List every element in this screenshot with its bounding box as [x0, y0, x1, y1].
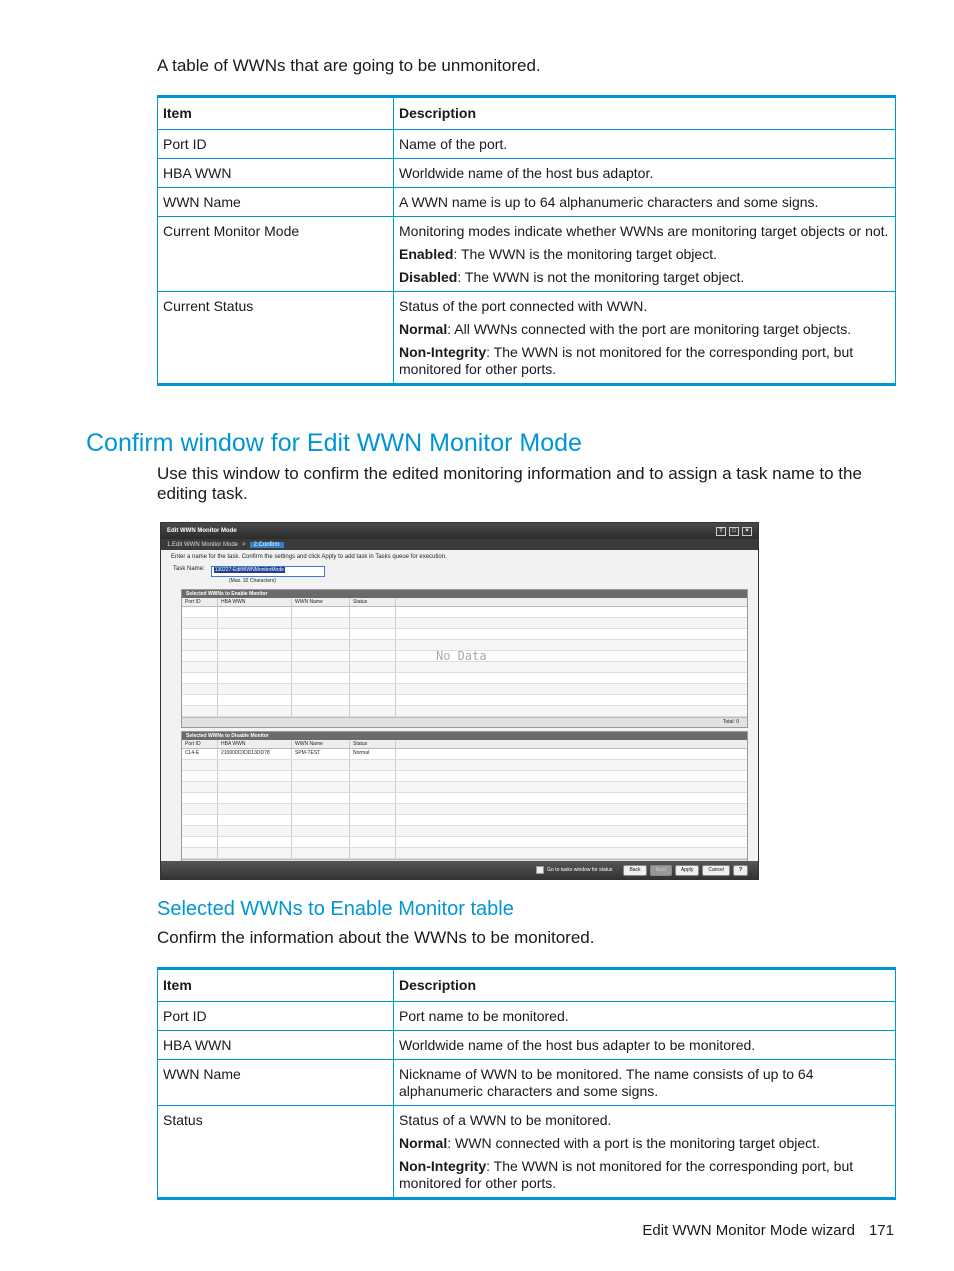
description-cell — [394, 292, 896, 385]
subsection-text: Confirm the information about the WWNs to be monitored. — [157, 928, 595, 947]
description-cell — [394, 130, 896, 159]
col-wwn-name[interactable]: WWN Name — [292, 598, 350, 606]
grid-row — [182, 804, 747, 815]
grid-cell — [218, 815, 292, 825]
grid-cell — [292, 782, 350, 792]
grid-cell — [350, 662, 396, 672]
grid-cell — [396, 749, 747, 759]
goto-tasks-label: Go to tasks window for status — [547, 867, 613, 873]
grid-cell — [350, 771, 396, 781]
window-title: Edit WWN Monitor Mode — [167, 528, 237, 534]
grid-cell — [182, 629, 218, 639]
grid-row — [182, 771, 747, 782]
grid-cell — [292, 826, 350, 836]
term-text: : The WWN is not the monitoring target object. — [457, 269, 745, 285]
grid-row — [182, 607, 747, 618]
term-definition — [399, 269, 890, 286]
grid-cell — [218, 782, 292, 792]
grid-cell — [218, 618, 292, 628]
grid-cell — [292, 771, 350, 781]
grid-cell — [182, 826, 218, 836]
grid-cell — [218, 684, 292, 694]
description-text: Status of a WWN to be monitored. — [399, 1112, 612, 1128]
col-wwn-name[interactable]: WWN Name — [292, 740, 350, 748]
header-description: Description — [394, 97, 896, 130]
grid-cell — [350, 607, 396, 617]
grid-cell — [182, 695, 218, 705]
grid-row — [182, 815, 747, 826]
no-data-text: No Data — [436, 649, 487, 663]
grid-cell — [292, 640, 350, 650]
grid-cell — [292, 673, 350, 683]
grid-cell — [396, 684, 747, 694]
grid-cell — [350, 760, 396, 770]
grid-cell — [396, 607, 747, 617]
subsection-heading: Selected WWNs to Enable Monitor table — [157, 898, 514, 920]
grid-cell — [182, 793, 218, 803]
grid-cell — [182, 640, 218, 650]
grid-cell: CL4-E — [182, 749, 218, 759]
wizard-steps — [161, 539, 758, 550]
task-name-label: Task Name: — [173, 566, 205, 572]
table-row — [158, 130, 896, 159]
apply-button[interactable]: Apply — [675, 865, 700, 876]
task-name-input[interactable] — [211, 566, 325, 577]
grid-row — [182, 826, 747, 837]
grid-row — [182, 684, 747, 695]
term-name: Enabled — [399, 246, 454, 262]
grid-row — [182, 793, 747, 804]
item-cell: WWN Name — [158, 188, 394, 217]
grid-cell — [350, 684, 396, 694]
grid-cell — [350, 695, 396, 705]
grid-cell — [218, 673, 292, 683]
grid-cell — [396, 793, 747, 803]
item-cell: Current Monitor Mode — [158, 217, 394, 292]
grid-cell — [182, 662, 218, 672]
grid-cell — [218, 826, 292, 836]
col-hba-wwn[interactable]: HBA WWN — [218, 740, 292, 748]
description-text: Nickname of WWN to be monitored. The name consists of up to 64 alphanumeric characters and some signs. — [399, 1066, 814, 1099]
grid-cell — [292, 848, 350, 858]
grid-row — [182, 706, 747, 717]
item-cell: Port ID — [158, 130, 394, 159]
grid-cell — [396, 618, 747, 628]
close-icon[interactable]: × — [742, 527, 752, 536]
grid-cell — [292, 629, 350, 639]
grid-cell: SPM-TEST — [292, 749, 350, 759]
grid-cell — [350, 673, 396, 683]
description-text: Worldwide name of the host bus adaptor. — [399, 165, 654, 181]
maximize-icon[interactable]: □ — [729, 527, 739, 536]
intro-text: A table of WWNs that are going to be unmonitored. — [157, 56, 541, 75]
term-text: : The WWN is the monitoring target object. — [453, 246, 717, 262]
description-text: Port name to be monitored. — [399, 1008, 569, 1024]
grid-cell — [218, 706, 292, 716]
table-row — [158, 188, 896, 217]
grid-cell — [396, 673, 747, 683]
grid-cell — [396, 826, 747, 836]
grid-cell — [218, 804, 292, 814]
table-row — [158, 292, 896, 385]
term-definition — [399, 344, 890, 378]
description-text: A WWN name is up to 64 alphanumeric characters and some signs. — [399, 194, 819, 210]
grid-cell — [350, 815, 396, 825]
pin-icon[interactable]: ⊤ — [716, 527, 726, 536]
grid-cell — [292, 760, 350, 770]
grid-cell — [218, 629, 292, 639]
description-cell — [394, 217, 896, 292]
grid-cell — [182, 684, 218, 694]
description-cell — [394, 1002, 896, 1031]
description-cell — [394, 1060, 896, 1106]
description-text: Name of the port. — [399, 136, 508, 152]
grid-cell — [218, 771, 292, 781]
term-definition — [399, 1135, 890, 1152]
grid-row — [182, 662, 747, 673]
grid-cell — [218, 793, 292, 803]
grid-row — [182, 782, 747, 793]
term-name: Normal — [399, 321, 448, 337]
grid-cell — [350, 651, 396, 661]
window-titlebar — [161, 523, 758, 539]
grid-row — [182, 618, 747, 629]
col-status[interactable]: Status — [350, 598, 396, 606]
table-row — [158, 1060, 896, 1106]
grid-cell — [218, 837, 292, 847]
grid-cell — [218, 695, 292, 705]
grid-cell — [182, 607, 218, 617]
grid-cell — [292, 651, 350, 661]
footer-title: Edit WWN Monitor Mode wizard — [642, 1222, 855, 1239]
grid-cell — [396, 771, 747, 781]
term-definition — [399, 1158, 890, 1192]
grid-cell — [218, 848, 292, 858]
grid-cell — [350, 618, 396, 628]
term-text: : The WWN is not monitored for the corresponding port, but monitored for other ports. — [399, 1158, 854, 1191]
term-text: : WWN connected with a port is the monitoring target object. — [447, 1135, 820, 1151]
item-cell: WWN Name — [158, 1060, 394, 1106]
grid-cell — [182, 760, 218, 770]
grid-row — [182, 629, 747, 640]
back-button[interactable]: Back — [623, 865, 646, 876]
term-definition — [399, 246, 890, 263]
item-cell: HBA WWN — [158, 159, 394, 188]
grid-cell — [292, 684, 350, 694]
enable-grid-total: Total: 0 — [182, 717, 747, 727]
grid-row — [182, 673, 747, 684]
term-definition — [399, 321, 890, 338]
grid-cell — [396, 662, 747, 672]
description-cell — [394, 159, 896, 188]
table-header-row — [158, 97, 896, 130]
page-footer — [642, 1222, 894, 1239]
instruction-text: Enter a name for the task. Confirm the settings and click Apply to add task in Tasks queue for execution. — [171, 554, 447, 560]
grid-cell — [218, 607, 292, 617]
description-text: Worldwide name of the host bus adapter to be monitored. — [399, 1037, 756, 1053]
task-name-value: 130227-EditWWNMonitorMode — [214, 567, 284, 573]
edit-wwn-confirm-window — [160, 522, 759, 880]
grid-cell — [182, 618, 218, 628]
table-row — [158, 1031, 896, 1060]
disable-monitor-grid — [181, 731, 748, 870]
item-cell: Status — [158, 1106, 394, 1199]
description-cell — [394, 1031, 896, 1060]
grid-cell: 210000C0DD13DD78 — [218, 749, 292, 759]
grid-row — [182, 848, 747, 859]
description-text: Status of the port connected with WWN. — [399, 298, 648, 314]
grid-cell — [350, 629, 396, 639]
grid-cell — [292, 793, 350, 803]
grid-cell — [182, 651, 218, 661]
task-name-hint: (Max. 32 Characters) — [229, 578, 276, 584]
col-port-id[interactable]: Port ID — [182, 598, 218, 606]
step-separator: > — [242, 541, 246, 548]
description-cell — [394, 1106, 896, 1199]
grid-cell — [396, 706, 747, 716]
grid-row — [182, 695, 747, 706]
grid-cell — [396, 815, 747, 825]
grid-cell — [350, 826, 396, 836]
grid-cell — [350, 640, 396, 650]
description-cell — [394, 188, 896, 217]
grid-cell — [350, 793, 396, 803]
grid-cell — [182, 706, 218, 716]
item-cell: Current Status — [158, 292, 394, 385]
table-row — [158, 1106, 896, 1199]
step-confirm: 2.Confirm — [250, 542, 284, 548]
section-heading: Confirm window for Edit WWN Monitor Mode — [86, 429, 582, 457]
item-cell: HBA WWN — [158, 1031, 394, 1060]
description-text: Monitoring modes indicate whether WWNs are monitoring target objects or not. — [399, 223, 889, 239]
grid-row — [182, 749, 747, 760]
table-row — [158, 159, 896, 188]
grid-cell — [292, 607, 350, 617]
disable-grid-title: Selected WWNs to Disable Monitor — [182, 732, 747, 740]
grid-cell — [218, 760, 292, 770]
section-text: Use this window to confirm the edited monitoring information and to assign a task name to the editing task. — [157, 464, 862, 503]
grid-cell — [292, 815, 350, 825]
grid-cell — [182, 848, 218, 858]
unmonitored-wwn-table — [157, 95, 896, 386]
header-item: Item — [158, 97, 394, 130]
grid-cell — [350, 782, 396, 792]
grid-row — [182, 760, 747, 771]
grid-cell — [292, 662, 350, 672]
enable-monitor-table — [157, 967, 896, 1200]
grid-cell — [396, 760, 747, 770]
grid-cell — [350, 804, 396, 814]
grid-cell — [182, 804, 218, 814]
grid-cell — [396, 629, 747, 639]
page-number: 171 — [868, 1222, 894, 1239]
grid-cell — [292, 837, 350, 847]
enable-grid-title: Selected WWNs to Enable Monitor — [182, 590, 747, 598]
grid-cell — [218, 651, 292, 661]
grid-cell — [396, 804, 747, 814]
table-header-row — [158, 969, 896, 1002]
header-item: Item — [158, 969, 394, 1002]
window-button-bar — [161, 861, 758, 879]
goto-tasks-checkbox[interactable] — [536, 866, 544, 874]
next-button[interactable]: Next — [650, 865, 672, 876]
grid-cell — [218, 640, 292, 650]
grid-row — [182, 837, 747, 848]
col-status[interactable]: Status — [350, 740, 396, 748]
grid-cell — [182, 837, 218, 847]
col-hba-wwn[interactable]: HBA WWN — [218, 598, 292, 606]
term-text: : The WWN is not monitored for the corresponding port, but monitored for other ports. — [399, 344, 854, 377]
grid-cell — [396, 837, 747, 847]
term-name: Non-Integrity — [399, 1158, 487, 1174]
cancel-button[interactable]: Cancel — [702, 865, 730, 876]
grid-cell: Normal — [350, 749, 396, 759]
col-port-id[interactable]: Port ID — [182, 740, 218, 748]
table-row — [158, 217, 896, 292]
item-cell: Port ID — [158, 1002, 394, 1031]
grid-cell — [350, 837, 396, 847]
grid-cell — [218, 662, 292, 672]
term-text: : All WWNs connected with the port are monitoring target objects. — [447, 321, 852, 337]
table-row — [158, 1002, 896, 1031]
grid-cell — [182, 782, 218, 792]
help-icon[interactable]: ? — [733, 865, 748, 876]
grid-cell — [292, 695, 350, 705]
grid-cell — [182, 771, 218, 781]
grid-cell — [292, 804, 350, 814]
grid-cell — [350, 848, 396, 858]
grid-cell — [396, 695, 747, 705]
header-description: Description — [394, 969, 896, 1002]
grid-cell — [350, 706, 396, 716]
term-name: Normal — [399, 1135, 448, 1151]
grid-cell — [396, 848, 747, 858]
grid-cell — [182, 673, 218, 683]
grid-cell — [182, 815, 218, 825]
grid-cell — [292, 706, 350, 716]
grid-cell — [396, 782, 747, 792]
term-name: Disabled — [399, 269, 458, 285]
step-edit[interactable]: 1.Edit WWN Monitor Mode — [167, 541, 239, 548]
term-name: Non-Integrity — [399, 344, 487, 360]
grid-cell — [292, 618, 350, 628]
